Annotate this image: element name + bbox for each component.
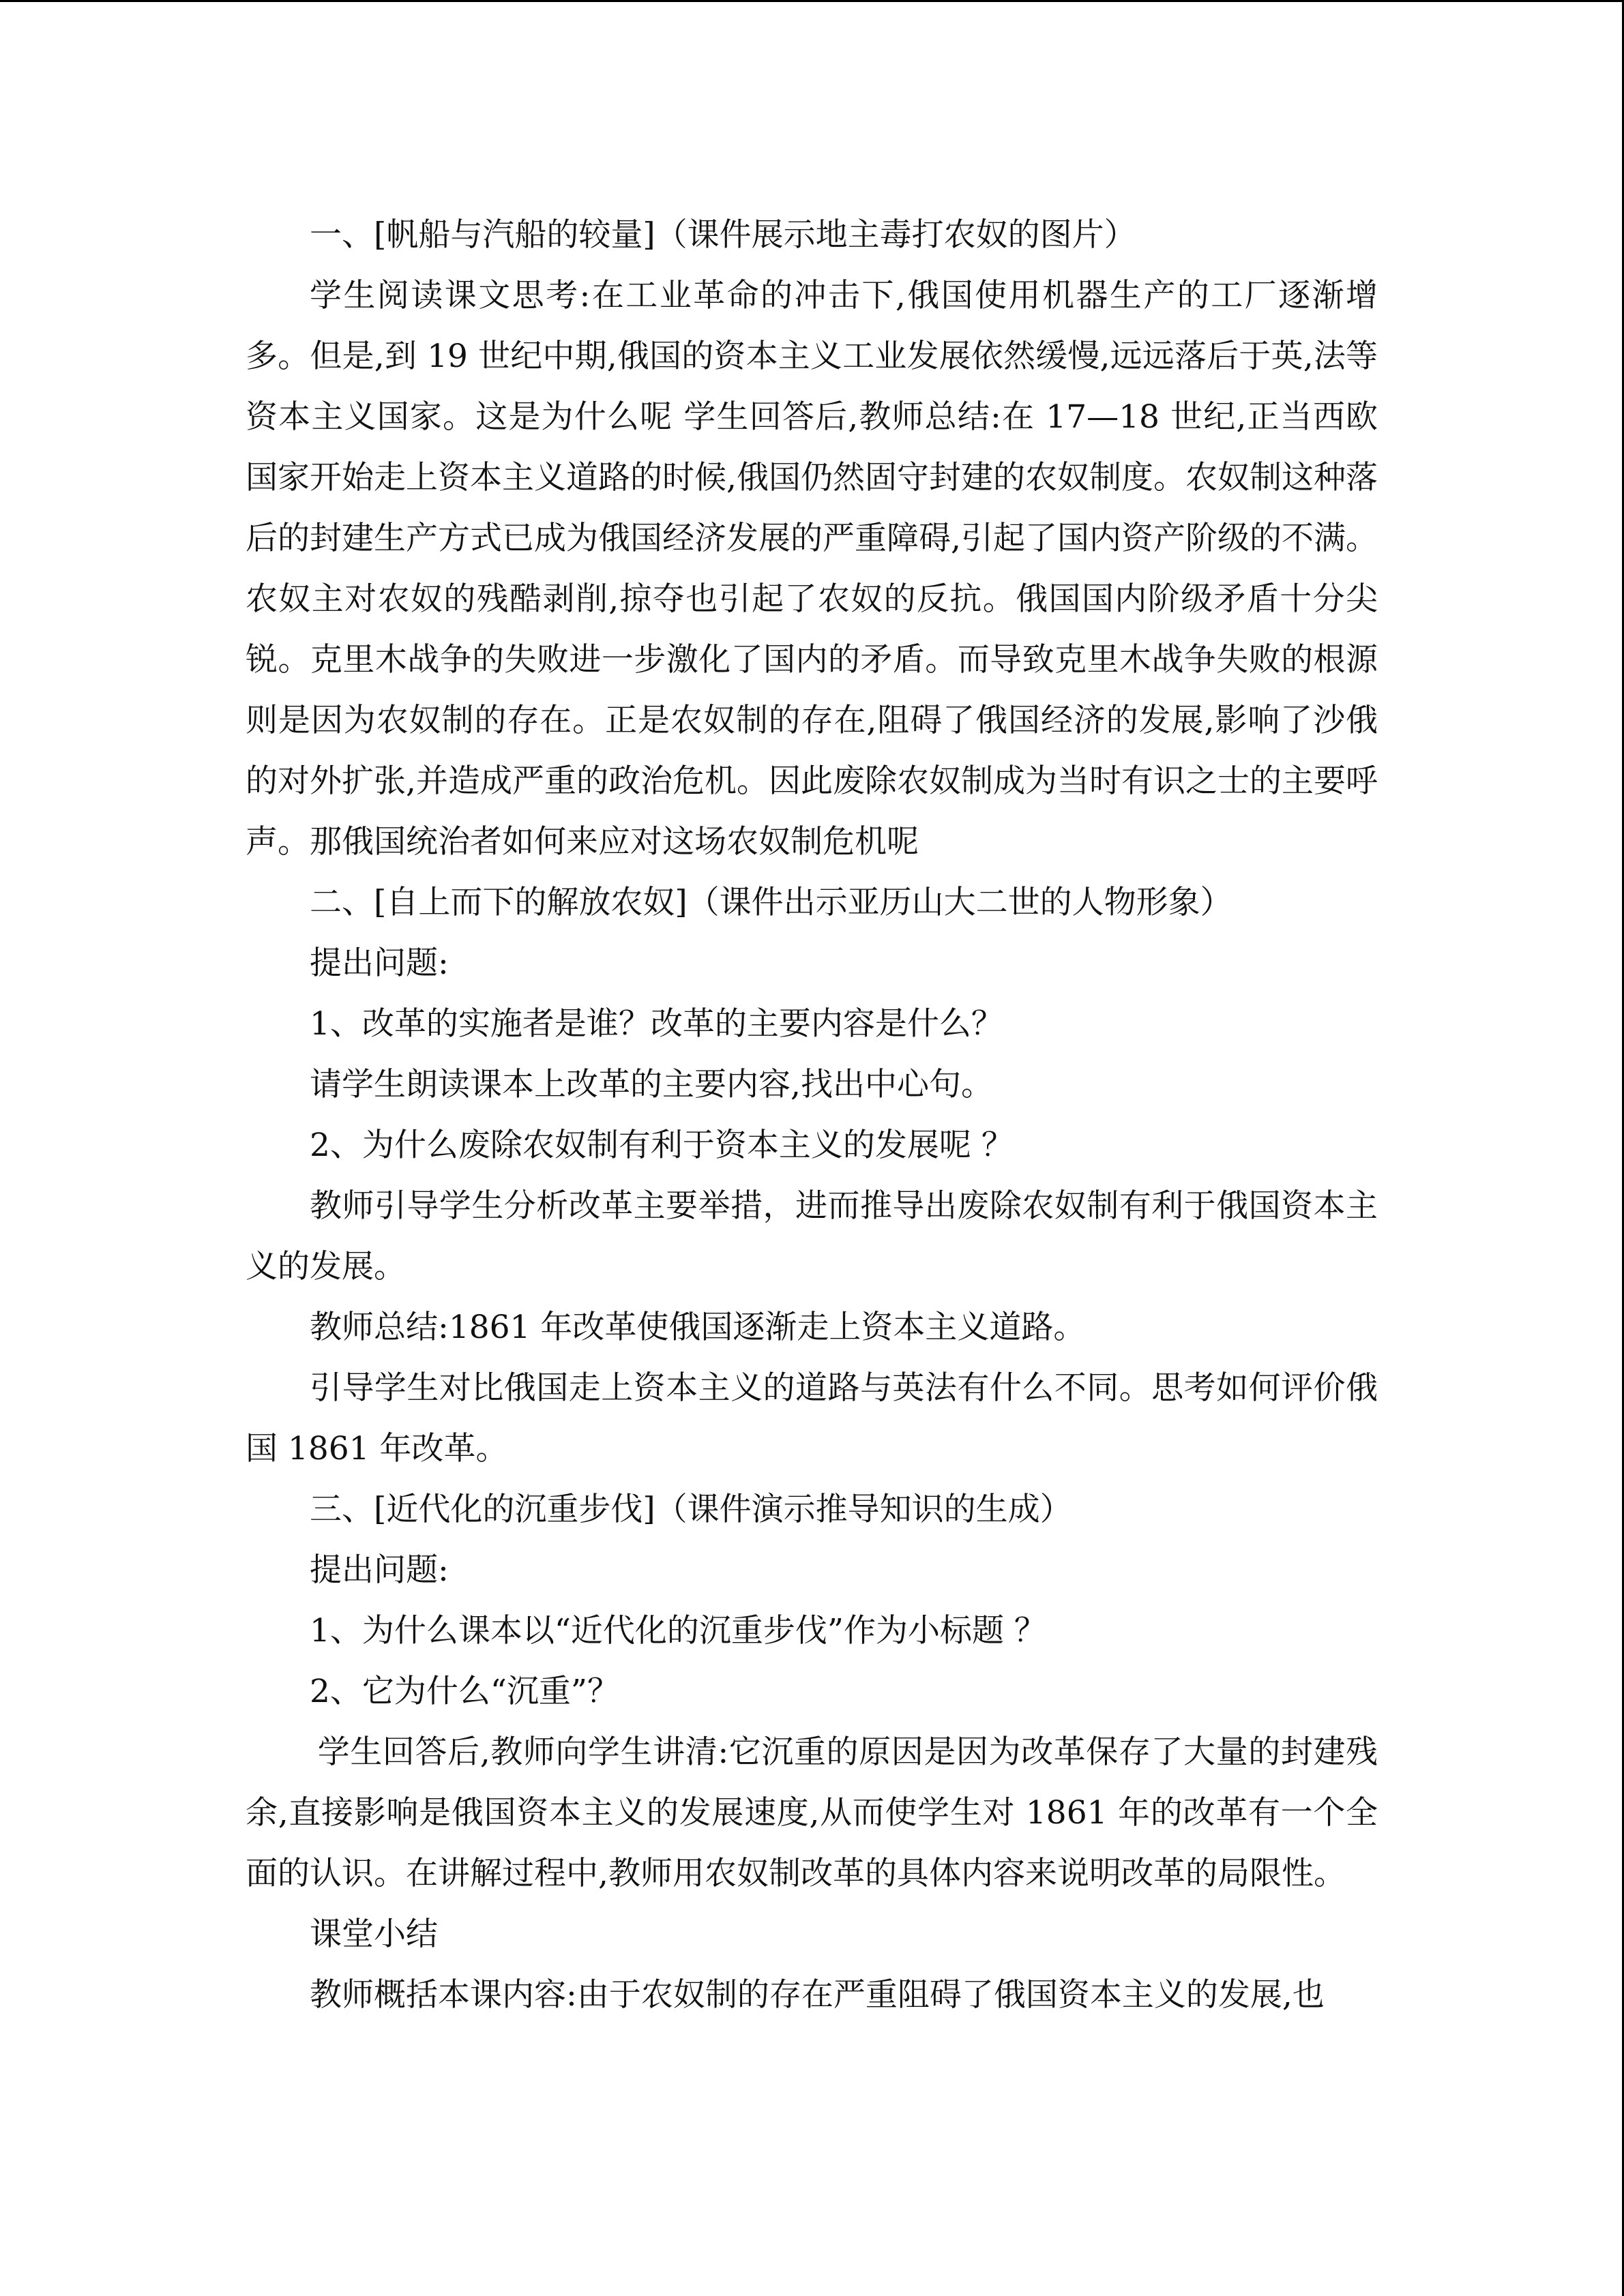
document-body <box>246 205 1378 2025</box>
paragraph: 提出问题: <box>310 944 449 982</box>
paragraph: 学生回答后,教师向学生讲清:它沉重的原因是因为改革保存了大量的封建残余,直接影响是俄国资本主义的发展速度,从而使学生对 1861 年的改革有一个全面的认识。在讲解过程中,教师用农奴制改革的具体内容来说明改革的局限性。 <box>246 1733 1378 1892</box>
question-item: 2、它为什么“沉重”？ <box>310 1673 619 1710</box>
paragraph: 请学生朗读课本上改革的主要内容,找出中心句。 <box>310 1066 993 1103</box>
section-heading-1: 一、[帆船与汽船的较量]（课件展示地主毒打农奴的图片） <box>310 216 1136 254</box>
paragraph: 教师概括本课内容:由于农奴制的存在严重阻碍了俄国资本主义的发展,也 <box>310 1976 1325 2014</box>
section-heading-summary: 课堂小结 <box>310 1915 438 1953</box>
question-item: 1、为什么课本以“近代化的沉重步伐”作为小标题 ？ <box>310 1612 1046 1650</box>
question-item: 2、为什么废除农奴制有利于资本主义的发展呢 ？ <box>310 1127 1014 1164</box>
paragraph: 提出问题: <box>310 1551 449 1589</box>
section-heading-2: 二、[自上而下的解放农奴]（课件出示亚历山大二世的人物形象） <box>310 884 1232 921</box>
paragraph: 教师总结:1861 年改革使俄国逐渐走上资本主义道路。 <box>310 1309 1086 1346</box>
section-heading-3: 三、[近代化的沉重步伐]（课件演示推导知识的生成） <box>310 1491 1072 1528</box>
question-item: 1、改革的实施者是谁？改革的主要内容是什么？ <box>310 1005 1003 1043</box>
page-border-top <box>0 0 1624 2</box>
paragraph: 教师引导学生分析改革主要举措，进而推导出废除农奴制有利于俄国资本主义的发展。 <box>246 1187 1378 1285</box>
paragraph: 引导学生对比俄国走上资本主义的道路与英法有什么不同。思考如何评价俄国 1861 年改革。 <box>246 1369 1378 1467</box>
paragraph: 学生阅读课文思考:在工业革命的冲击下,俄国使用机器生产的工厂逐渐增多。但是,到 19 世纪中期,俄国的资本主义工业发展依然缓慢,远远落后于英,法等资本主义国家。这是为什么呢 学生回答后,教师总结:在 17—18 世纪,正当西欧国家开始走上资本主义道路的时候,俄国仍然固守封建的农奴制度。农奴制这种落后的封建生产方式已成为俄国经济发展的严重障碍,引起了国内资产阶级的不满。农奴主对农奴的残酷剥削,掠夺也引起了农奴的反抗。俄国国内阶级矛盾十分尖锐。克里木战争的失败进一步激化了国内的矛盾。而导致克里木战争失败的根源则是因为农奴制的存在。正是农奴制的存在,阻碍了俄国经济的发展,影响了沙俄的对外扩张,并造成严重的政治危机。因此废除农奴制成为当时有识之士的主要呼声。那俄国统治者如何来应对这场农奴制危机呢 <box>246 277 1378 861</box>
